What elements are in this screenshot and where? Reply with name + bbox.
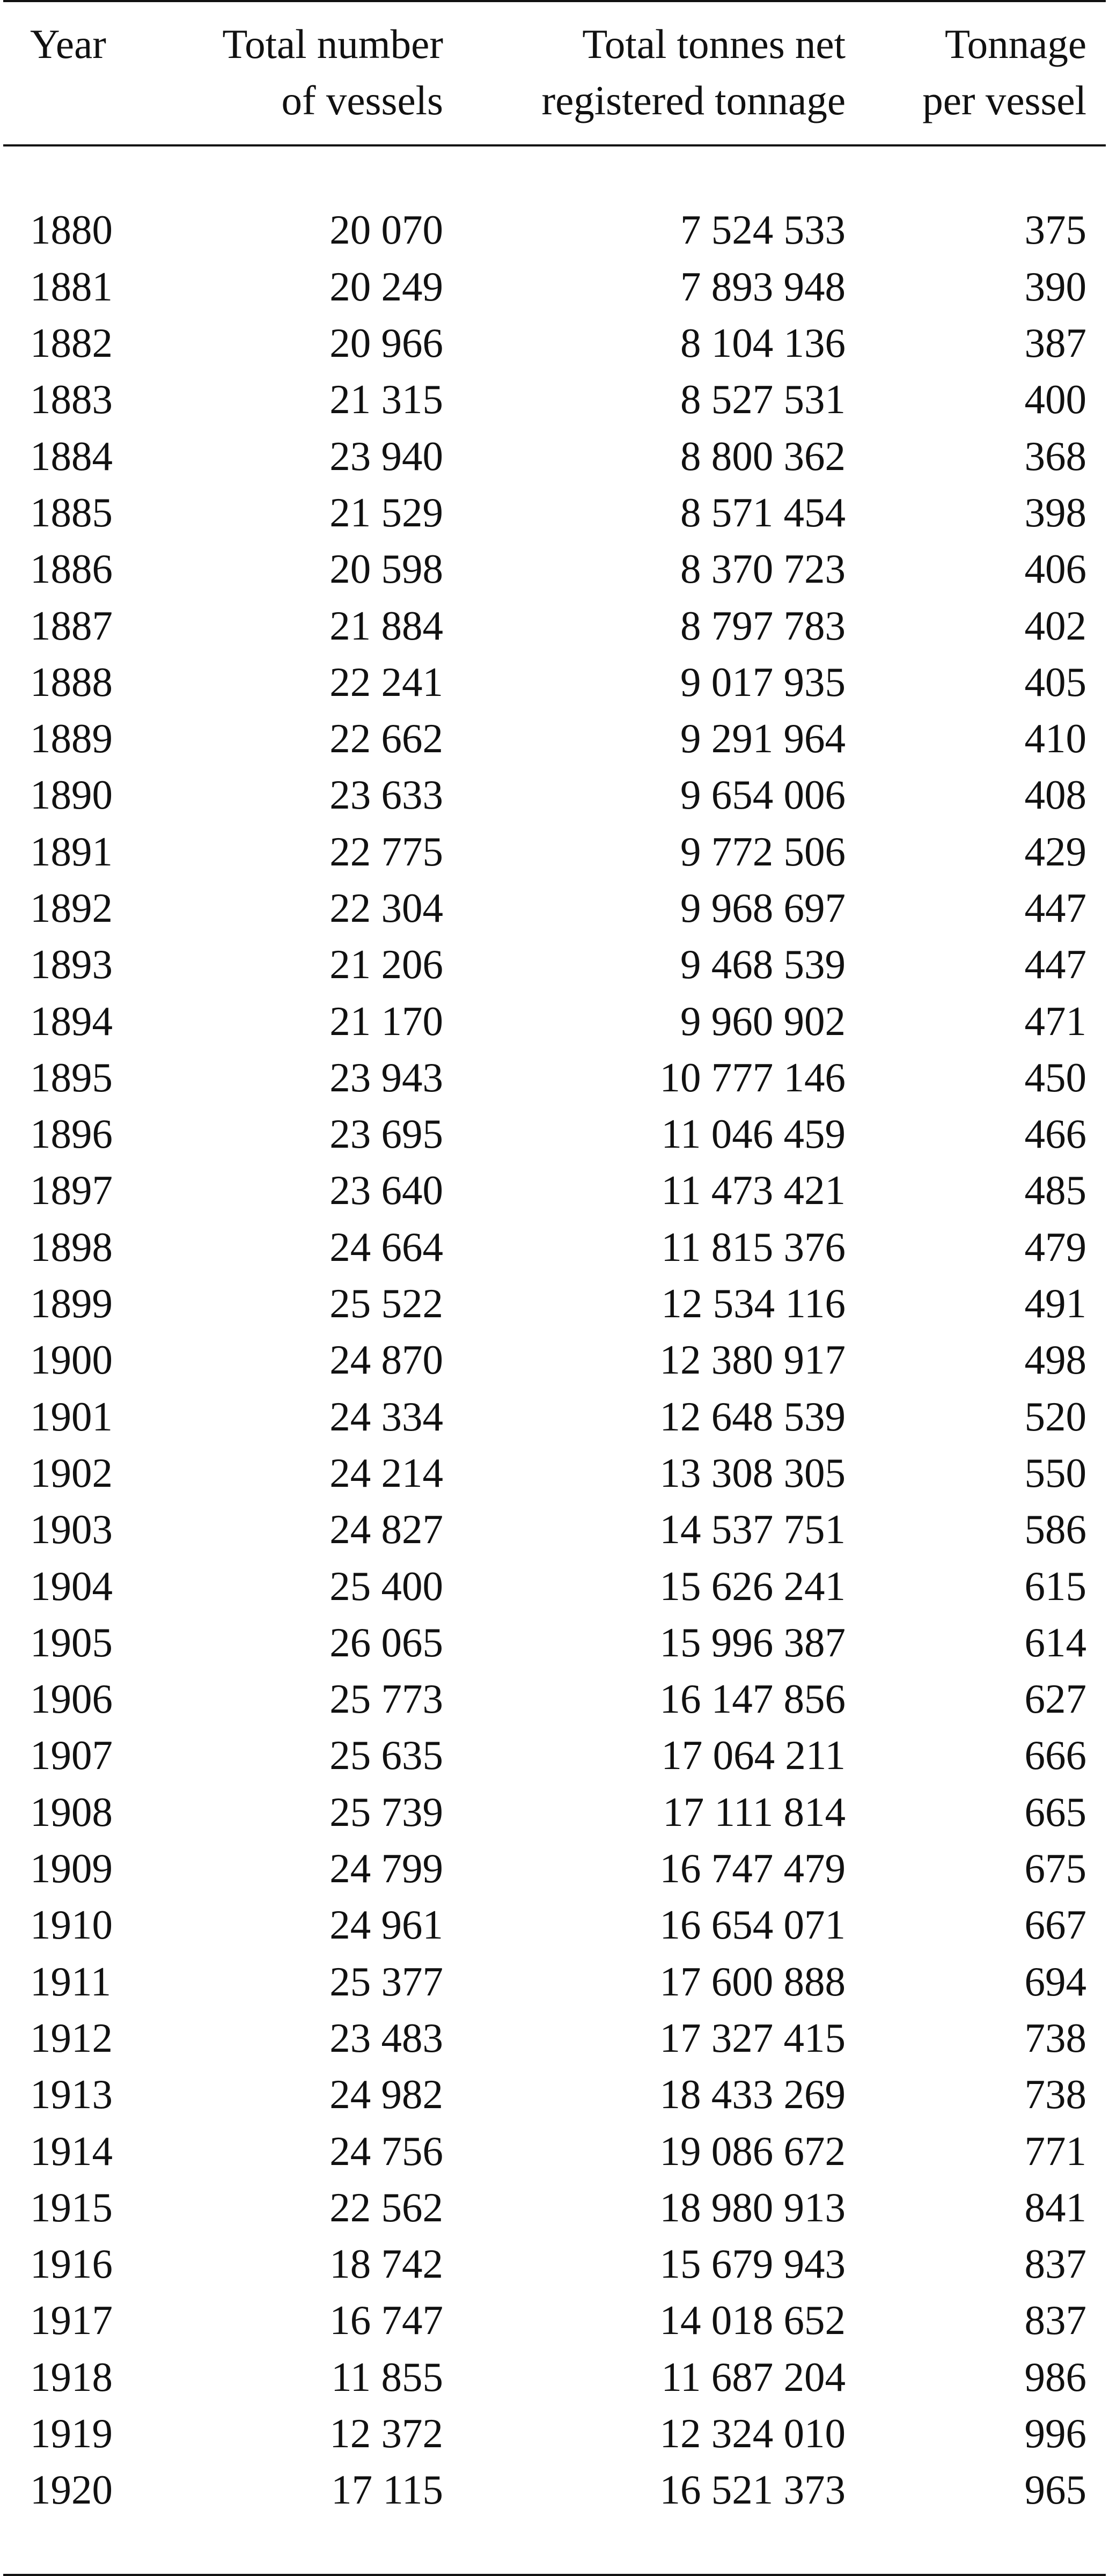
cell-year: 1881	[30, 263, 113, 310]
cell-tonnage-per-vessel: 406	[1024, 546, 1086, 592]
cell-year: 1914	[30, 2127, 113, 2174]
cell-total-vessels: 24 982	[329, 2071, 443, 2118]
table-row	[3, 202, 1106, 258]
cell-total-vessels: 24 827	[329, 1506, 443, 1553]
cell-total-vessels: 22 562	[329, 2184, 443, 2230]
table-row	[3, 1897, 1106, 1953]
cell-total-vessels: 20 966	[329, 320, 443, 366]
cell-total-tonnage: 8 571 454	[680, 489, 846, 535]
header-row	[3, 1, 1106, 145]
cell-total-tonnage: 16 521 373	[659, 2467, 846, 2513]
cell-total-tonnage: 15 996 387	[659, 1619, 846, 1665]
cell-total-vessels: 26 065	[329, 1619, 443, 1665]
cell-total-vessels: 24 214	[329, 1449, 443, 1496]
cell-total-tonnage: 9 654 006	[680, 772, 846, 818]
cell-year: 1901	[30, 1393, 113, 1440]
table-row	[3, 485, 1106, 541]
cell-total-tonnage: 14 018 652	[659, 2297, 846, 2344]
cell-year: 1885	[30, 489, 113, 535]
cell-year: 1908	[30, 1788, 113, 1835]
header-total-vessels	[159, 1, 443, 145]
cell-tonnage-per-vessel: 466	[1024, 1111, 1086, 1157]
cell-tonnage-per-vessel: 368	[1024, 432, 1086, 479]
cell-total-vessels: 21 315	[329, 376, 443, 423]
cell-total-tonnage: 9 960 902	[680, 997, 846, 1044]
cell-total-vessels: 12 372	[329, 2410, 443, 2457]
cell-tonnage-per-vessel: 447	[1024, 941, 1086, 988]
cell-tonnage-per-vessel: 520	[1024, 1393, 1086, 1440]
cell-year: 1915	[30, 2184, 113, 2230]
cell-year: 1918	[30, 2353, 113, 2400]
cell-year: 1907	[30, 1732, 113, 1779]
table-row	[3, 541, 1106, 597]
cell-total-vessels: 24 799	[329, 1845, 443, 1892]
cell-tonnage-per-vessel: 771	[1024, 2127, 1086, 2174]
cell-tonnage-per-vessel: 408	[1024, 772, 1086, 818]
table-row	[3, 824, 1106, 880]
cell-tonnage-per-vessel: 398	[1024, 489, 1086, 535]
header-total-tonnage-line2: registered tonnage	[541, 77, 846, 123]
header-year	[3, 1, 159, 145]
cell-total-vessels: 25 739	[329, 1788, 443, 1835]
cell-year: 1913	[30, 2071, 113, 2118]
cell-total-vessels: 20 070	[329, 207, 443, 253]
table-row	[3, 2292, 1106, 2349]
cell-tonnage-per-vessel: 390	[1024, 263, 1086, 310]
cell-total-vessels: 24 756	[329, 2127, 443, 2174]
table-row	[3, 371, 1106, 428]
cell-tonnage-per-vessel: 738	[1024, 2014, 1086, 2061]
cell-total-tonnage: 14 537 751	[659, 1506, 846, 1553]
cell-total-tonnage: 9 772 506	[680, 828, 846, 875]
cell-total-tonnage: 12 648 539	[659, 1393, 846, 1440]
cell-total-vessels: 24 334	[329, 1393, 443, 1440]
cell-year: 1890	[30, 772, 113, 818]
cell-tonnage-per-vessel: 627	[1024, 1676, 1086, 1722]
cell-total-tonnage: 12 324 010	[659, 2410, 846, 2457]
cell-year: 1886	[30, 546, 113, 592]
cell-total-tonnage: 8 527 531	[680, 376, 846, 423]
cell-total-vessels: 21 206	[329, 941, 443, 988]
cell-total-vessels: 25 635	[329, 1732, 443, 1779]
cell-year: 1894	[30, 997, 113, 1044]
cell-total-tonnage: 10 777 146	[659, 1054, 846, 1100]
cell-tonnage-per-vessel: 841	[1024, 2184, 1086, 2230]
table-row	[3, 1840, 1106, 1897]
cell-year: 1904	[30, 1562, 113, 1609]
cell-total-vessels: 25 400	[329, 1562, 443, 1609]
table-row	[3, 2462, 1106, 2518]
cell-year: 1896	[30, 1111, 113, 1157]
cell-total-tonnage: 17 600 888	[659, 1958, 846, 2005]
table-row	[3, 767, 1106, 823]
cell-total-tonnage: 8 104 136	[680, 320, 846, 366]
table-row	[3, 1332, 1106, 1388]
cell-total-tonnage: 17 111 814	[663, 1788, 846, 1835]
cell-tonnage-per-vessel: 405	[1024, 658, 1086, 705]
cell-total-tonnage: 18 433 269	[659, 2071, 846, 2118]
cell-total-tonnage: 15 626 241	[659, 1562, 846, 1609]
table-row	[3, 1784, 1106, 1840]
header-tonnage-per-vessel	[846, 1, 1106, 145]
table-row	[3, 1445, 1106, 1501]
cell-tonnage-per-vessel: 485	[1024, 1167, 1086, 1214]
cell-total-vessels: 21 884	[329, 602, 443, 649]
cell-total-tonnage: 9 968 697	[680, 885, 846, 931]
table-row	[3, 1162, 1106, 1219]
cell-year: 1905	[30, 1619, 113, 1665]
table-header	[3, 1, 1106, 145]
cell-total-vessels: 16 747	[329, 2297, 443, 2344]
cell-total-vessels: 11 855	[331, 2353, 443, 2400]
cell-total-vessels: 21 529	[329, 489, 443, 535]
table-row	[3, 1614, 1106, 1671]
cell-year: 1920	[30, 2467, 113, 2513]
cell-total-tonnage: 11 687 204	[661, 2353, 846, 2400]
table-row	[3, 2236, 1106, 2292]
table-row	[3, 993, 1106, 1049]
table-row	[3, 1275, 1106, 1332]
cell-total-tonnage: 11 046 459	[661, 1111, 846, 1157]
table-row	[3, 597, 1106, 654]
cell-tonnage-per-vessel: 387	[1024, 320, 1086, 366]
cell-total-vessels: 23 640	[329, 1167, 443, 1214]
cell-total-vessels: 20 249	[329, 263, 443, 310]
table-row	[3, 1558, 1106, 1614]
cell-tonnage-per-vessel: 675	[1024, 1845, 1086, 1892]
cell-year: 1912	[30, 2014, 113, 2061]
cell-total-tonnage: 18 980 913	[659, 2184, 846, 2230]
cell-total-vessels: 23 940	[329, 432, 443, 479]
cell-year: 1910	[30, 1902, 113, 1948]
cell-year: 1883	[30, 376, 113, 423]
cell-total-vessels: 18 742	[329, 2241, 443, 2287]
cell-tonnage-per-vessel: 586	[1024, 1506, 1086, 1553]
cell-total-tonnage: 9 291 964	[680, 715, 846, 762]
header-total-tonnage	[443, 1, 846, 145]
table-row	[3, 428, 1106, 484]
cell-total-vessels: 20 598	[329, 546, 443, 592]
table-row	[3, 654, 1106, 710]
table-bottom-rule	[3, 2518, 1106, 2574]
cell-year: 1882	[30, 320, 113, 366]
cell-tonnage-per-vessel: 614	[1024, 1619, 1086, 1665]
cell-tonnage-per-vessel: 667	[1024, 1902, 1086, 1948]
cell-total-tonnage: 8 800 362	[680, 432, 846, 479]
table-row	[3, 2010, 1106, 2066]
cell-total-tonnage: 15 679 943	[659, 2241, 846, 2287]
table-row	[3, 1219, 1106, 1275]
table-row	[3, 1501, 1106, 1558]
cell-tonnage-per-vessel: 410	[1024, 715, 1086, 762]
cell-total-tonnage: 12 534 116	[661, 1280, 846, 1327]
table-body	[3, 145, 1106, 2575]
cell-tonnage-per-vessel: 491	[1024, 1280, 1086, 1327]
cell-tonnage-per-vessel: 965	[1024, 2467, 1086, 2513]
cell-total-tonnage: 8 370 723	[680, 546, 846, 592]
cell-total-vessels: 23 633	[329, 772, 443, 818]
cell-tonnage-per-vessel: 738	[1024, 2071, 1086, 2118]
cell-year: 1909	[30, 1845, 113, 1892]
cell-tonnage-per-vessel: 498	[1024, 1337, 1086, 1383]
cell-total-tonnage: 12 380 917	[659, 1337, 846, 1383]
cell-total-tonnage: 16 747 479	[659, 1845, 846, 1892]
cell-year: 1888	[30, 658, 113, 705]
cell-year: 1899	[30, 1280, 113, 1327]
cell-total-vessels: 17 115	[331, 2467, 443, 2513]
cell-total-tonnage: 7 524 533	[680, 207, 846, 253]
cell-year: 1887	[30, 602, 113, 649]
header-tonnage-per-vessel-line2: per vessel	[922, 77, 1086, 123]
cell-total-tonnage: 11 473 421	[661, 1167, 846, 1214]
table-row	[3, 315, 1106, 371]
cell-total-vessels: 21 170	[329, 997, 443, 1044]
cell-year: 1919	[30, 2410, 113, 2457]
cell-tonnage-per-vessel: 479	[1024, 1223, 1086, 1270]
table-row	[3, 880, 1106, 936]
table-row	[3, 1389, 1106, 1445]
cell-total-vessels: 25 522	[329, 1280, 443, 1327]
header-tonnage-per-vessel-line1: Tonnage	[944, 21, 1086, 67]
cell-tonnage-per-vessel: 429	[1024, 828, 1086, 875]
cell-year: 1902	[30, 1449, 113, 1496]
header-total-vessels-line1: Total number	[222, 21, 443, 67]
cell-year: 1917	[30, 2297, 113, 2344]
cell-tonnage-per-vessel: 375	[1024, 207, 1086, 253]
bottom-rule-cell	[3, 2518, 1106, 2574]
cell-year: 1916	[30, 2241, 113, 2287]
cell-total-vessels: 22 241	[329, 658, 443, 705]
cell-tonnage-per-vessel: 666	[1024, 1732, 1086, 1779]
cell-year: 1889	[30, 715, 113, 762]
spacer-cell	[3, 145, 1106, 202]
cell-year: 1911	[30, 1958, 112, 2005]
table-row	[3, 2179, 1106, 2236]
cell-total-tonnage: 7 893 948	[680, 263, 846, 310]
cell-tonnage-per-vessel: 447	[1024, 885, 1086, 931]
cell-tonnage-per-vessel: 837	[1024, 2241, 1086, 2287]
cell-total-tonnage: 17 064 211	[661, 1732, 846, 1779]
cell-year: 1892	[30, 885, 113, 931]
cell-tonnage-per-vessel: 694	[1024, 1958, 1086, 2005]
table-row	[3, 2349, 1106, 2405]
cell-year: 1884	[30, 432, 113, 479]
cell-total-vessels: 24 870	[329, 1337, 443, 1383]
shipping-tonnage-table	[3, 0, 1106, 2576]
cell-tonnage-per-vessel: 615	[1024, 1562, 1086, 1609]
cell-total-tonnage: 8 797 783	[680, 602, 846, 649]
cell-total-vessels: 24 961	[329, 1902, 443, 1948]
cell-year: 1880	[30, 207, 113, 253]
cell-total-vessels: 25 773	[329, 1676, 443, 1722]
table-row	[3, 2066, 1106, 2123]
cell-tonnage-per-vessel: 837	[1024, 2297, 1086, 2344]
table-row	[3, 2123, 1106, 2179]
header-total-vessels-line2: of vessels	[281, 77, 443, 123]
cell-year: 1903	[30, 1506, 113, 1553]
cell-tonnage-per-vessel: 402	[1024, 602, 1086, 649]
cell-total-vessels: 22 775	[329, 828, 443, 875]
cell-total-vessels: 23 943	[329, 1054, 443, 1100]
cell-tonnage-per-vessel: 996	[1024, 2410, 1086, 2457]
cell-total-tonnage: 16 654 071	[659, 1902, 846, 1948]
cell-total-tonnage: 13 308 305	[659, 1449, 846, 1496]
cell-total-tonnage: 9 017 935	[680, 658, 846, 705]
cell-total-tonnage: 19 086 672	[659, 2127, 846, 2174]
cell-total-tonnage: 9 468 539	[680, 941, 846, 988]
cell-tonnage-per-vessel: 450	[1024, 1054, 1086, 1100]
table-row	[3, 1671, 1106, 1727]
table-row	[3, 1050, 1106, 1106]
cell-year: 1895	[30, 1054, 113, 1100]
cell-tonnage-per-vessel: 986	[1024, 2353, 1086, 2400]
cell-total-vessels: 22 304	[329, 885, 443, 931]
cell-year: 1897	[30, 1167, 113, 1214]
header-total-tonnage-line1: Total tonnes net	[582, 21, 846, 67]
cell-total-tonnage: 11 815 376	[661, 1223, 846, 1270]
cell-year: 1891	[30, 828, 113, 875]
cell-tonnage-per-vessel: 665	[1024, 1788, 1086, 1835]
table-row	[3, 259, 1106, 315]
cell-total-tonnage: 16 147 856	[659, 1676, 846, 1722]
table-row	[3, 2405, 1106, 2462]
cell-tonnage-per-vessel: 471	[1024, 997, 1086, 1044]
spacer-row	[3, 145, 1106, 202]
cell-year: 1906	[30, 1676, 113, 1722]
header-year-label: Year	[30, 21, 106, 67]
table-row	[3, 1954, 1106, 2010]
table-row	[3, 1106, 1106, 1162]
cell-year: 1900	[30, 1337, 113, 1383]
table-row	[3, 710, 1106, 767]
cell-total-vessels: 23 483	[329, 2014, 443, 2061]
cell-total-vessels: 24 664	[329, 1223, 443, 1270]
cell-year: 1898	[30, 1223, 113, 1270]
cell-tonnage-per-vessel: 550	[1024, 1449, 1086, 1496]
cell-total-vessels: 25 377	[329, 1958, 443, 2005]
cell-tonnage-per-vessel: 400	[1024, 376, 1086, 423]
table-row	[3, 936, 1106, 993]
cell-total-vessels: 23 695	[329, 1111, 443, 1157]
table-row	[3, 1727, 1106, 1784]
cell-year: 1893	[30, 941, 113, 988]
cell-total-tonnage: 17 327 415	[659, 2014, 846, 2061]
cell-total-vessels: 22 662	[329, 715, 443, 762]
